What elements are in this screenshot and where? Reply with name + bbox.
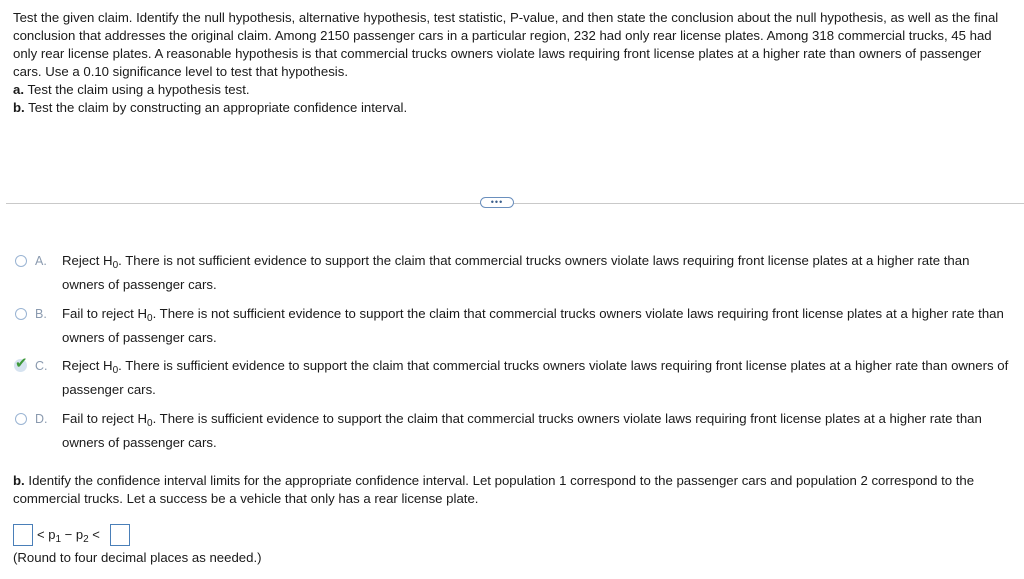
part-b-instr-text: Identify the confidence interval limits for the appropriate confidence interval. Let population 1 correspond to the passenger cars and population 2 correspond to the commercial trucks. Let a success be a vehicle that only has a rear license plate.: [13, 473, 975, 506]
section-divider: [6, 203, 1024, 204]
option-d-text: Fail to reject $H_0$. There is sufficient evidence to support the claim that commercial trucks owners violate laws requiring front license plates at a higher rate than owners of passenger cars.: [62, 411, 982, 450]
radio-d[interactable]: [15, 413, 27, 425]
part-b-instr-label: b.: [13, 473, 25, 488]
question-text: [13, 9, 1013, 117]
option-c-text: Reject $H_0$. There is sufficient evidence to support the claim that commercial trucks owners violate laws requiring front license plates at a higher rate than owners of passenger cars.: [62, 358, 1009, 397]
option-d-letter: D.: [35, 412, 48, 426]
radio-b[interactable]: [15, 308, 27, 320]
part-b-text: Test the claim by constructing an appropriate confidence interval.: [28, 100, 408, 115]
part-b-instructions: [13, 472, 1013, 508]
option-c-letter: C.: [35, 359, 48, 373]
option-a-text: Reject $H_0$. There is not sufficient evidence to support the claim that commercial trucks owners violate laws requiring front license plates at a higher rate than owners of passenger cars.: [62, 253, 970, 292]
ci-upper-input[interactable]: [110, 524, 130, 546]
part-b-label: b.: [13, 100, 25, 115]
rounding-note: (Round to four decimal places as needed.): [13, 550, 262, 565]
expand-button[interactable]: •••: [480, 197, 514, 208]
part-a-label: a.: [13, 82, 24, 97]
checkmark-icon: ✔: [15, 355, 28, 372]
radio-a[interactable]: [15, 255, 27, 267]
option-b-letter: B.: [35, 307, 47, 321]
question-intro: Test the given claim. Identify the null hypothesis, alternative hypothesis, test statistic, P-value, and then state the conclusion about the null hypothesis, as well as the final conclusion that addresses the original claim. Among 2150 passenger cars in a particular region, 232 had only rear license plates. Among 318 commercial trucks, 45 had only rear license plates. A reasonable hypothesis is that commercial trucks owners violate laws requiring front license plates at a higher rate than owners of passenger cars. Use a 0.10 significance level to test that hypothesis.: [13, 10, 999, 79]
ci-expression: < $p_1 - p_2$ <: [37, 527, 100, 545]
part-a-text: Test the claim using a hypothesis test.: [27, 82, 250, 97]
part-b-line: [13, 99, 1013, 117]
option-b-text: Fail to reject $H_0$. There is not sufficient evidence to support the claim that commercial trucks owners violate laws requiring front license plates at a higher rate than owners of passenger cars.: [62, 306, 1004, 345]
option-a-letter: A.: [35, 254, 47, 268]
part-a-line: [13, 81, 1013, 99]
ci-lower-input[interactable]: [13, 524, 33, 546]
